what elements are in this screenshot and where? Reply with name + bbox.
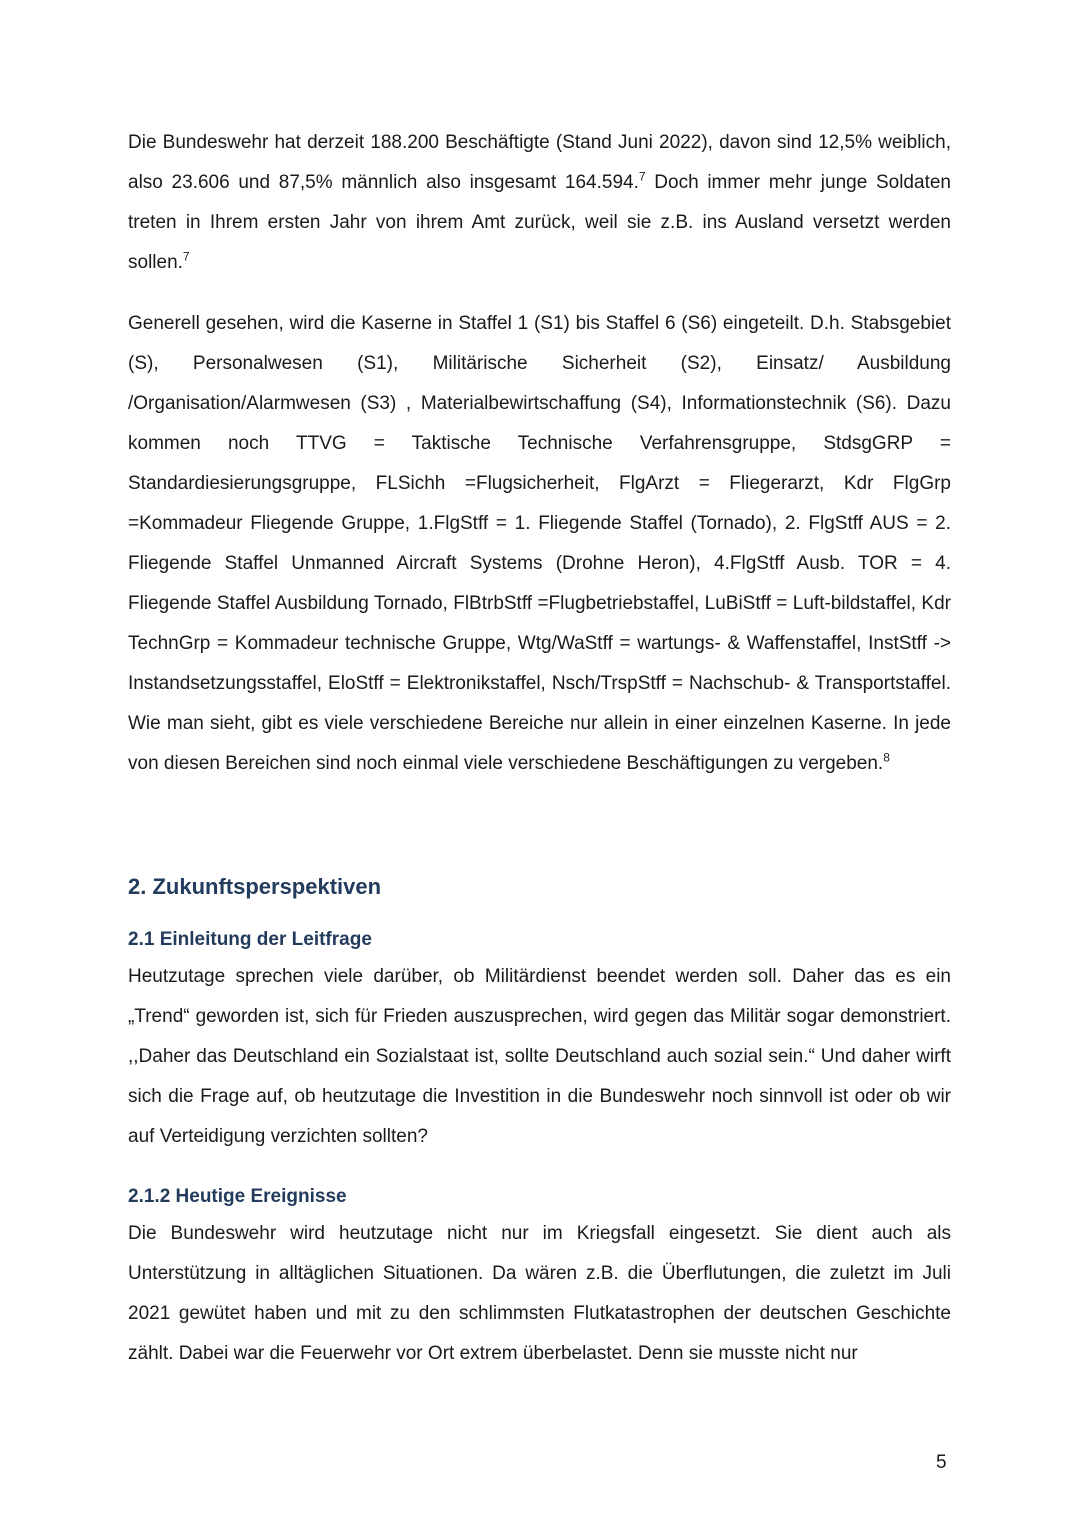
paragraph-text: Generell gesehen, wird die Kaserne in Staffel 1 (S1) bis Staffel 6 (S6) eingeteilt. D.h. Stabsgebiet (S), Personalwesen (S1), Militärische Sicherheit (S2), Einsatz/ Ausbildung /Organisation/Alarmwesen (S3) , Materialbewirtschaffung (S4), Informationstechnik (S6). Dazu kommen noch TTVG = Taktische Technische Verfahrensgruppe, StdsgGRP = Standardiesierungsgruppe, FLSichh =Flugsicherheit, FlgArzt = Fliegerarzt, Kdr FlgGrp =Kommadeur Fliegende Gruppe, 1.FlgStff = 1. Fliegende Staffel (Tornado), 2. FlgStff AUS = 2. Fliegende Staffel Unmanned Aircraft Systems (Drohne Heron), 4.FlgStff Ausb. TOR = 4. Fliegende Staffel Ausbildung Tornado, FlBtrbStff =Flugbetriebstaffel, LuBiStff = Luft-bildstaffel, Kdr TechnGrp = Kommadeur technische Gruppe, Wtg/WaStff = wartungs- & Waffenstaffel, InstStff -> Instandsetzungsstaffel, EloStff = Elektronikstaffel, Nsch/TrspStff = Nachschub- & Transportstaffel. Wie man sieht, gibt es viele verschiedene Bereiche nur allein in einer einzelnen Kaserne. In jede von diesen Bereichen sind noch einmal viele verschiedene Beschäftigungen zu vergeben.: [128, 313, 951, 774]
paragraph-text: Doch immer mehr junge Soldaten treten in Ihrem ersten Jahr von ihrem Amt zurück, weil sie z.B. ins Ausland versetzt werden sollen.: [128, 172, 951, 273]
footnote-ref: 7: [182, 249, 190, 264]
subsection-heading: 2.1 Einleitung der Leitfrage: [128, 929, 372, 950]
paragraph-staff-numbers: [128, 123, 951, 283]
page-number: 5: [936, 1452, 947, 1473]
paragraph-leitfrage: [128, 957, 951, 1157]
paragraph-kaserne-structure: [128, 304, 951, 784]
paragraph-text: Die Bundeswehr wird heutzutage nicht nur im Kriegsfall eingesetzt. Sie dient auch als Unterstützung in alltäglichen Situationen. Da wären z.B. die Überflutungen, die zuletzt im Juli 2021 gewütet haben und mit zu den schlimmsten Flutkatastrophen der deutschen Geschichte zählt. Dabei war die Feuerwehr vor Ort extrem überbelastet. Denn sie musste nicht nur: [128, 1223, 951, 1364]
paragraph-ereignisse: [128, 1214, 951, 1374]
footnote-ref: 7: [638, 169, 646, 184]
footnote-ref: 8: [883, 750, 890, 765]
paragraph-text: Die Bundeswehr hat derzeit 188.200 Beschäftigte (Stand Juni 2022), davon sind 12,5% weiblich, also 23.606 und 87,5% männlich also insgesamt 164.594.: [128, 132, 951, 193]
paragraph-text: Heutzutage sprechen viele darüber, ob Militärdienst beendet werden soll. Daher das es ein „Trend“ geworden ist, sich für Frieden auszusprechen, wird gegen das Militär sogar demonstriert. ,,Daher das Deutschland ein Sozialstaat ist, sollte Deutschland auch sozial sein.“ Und daher wirft sich die Frage auf, ob heutzutage die Investition in die Bundeswehr noch sinnvoll ist oder ob wir auf Verteidigung verzichten sollten?: [128, 966, 951, 1147]
subsection-heading: 2.1.2 Heutige Ereignisse: [128, 1186, 347, 1207]
section-heading: 2. Zukunftsperspektiven: [128, 874, 382, 899]
